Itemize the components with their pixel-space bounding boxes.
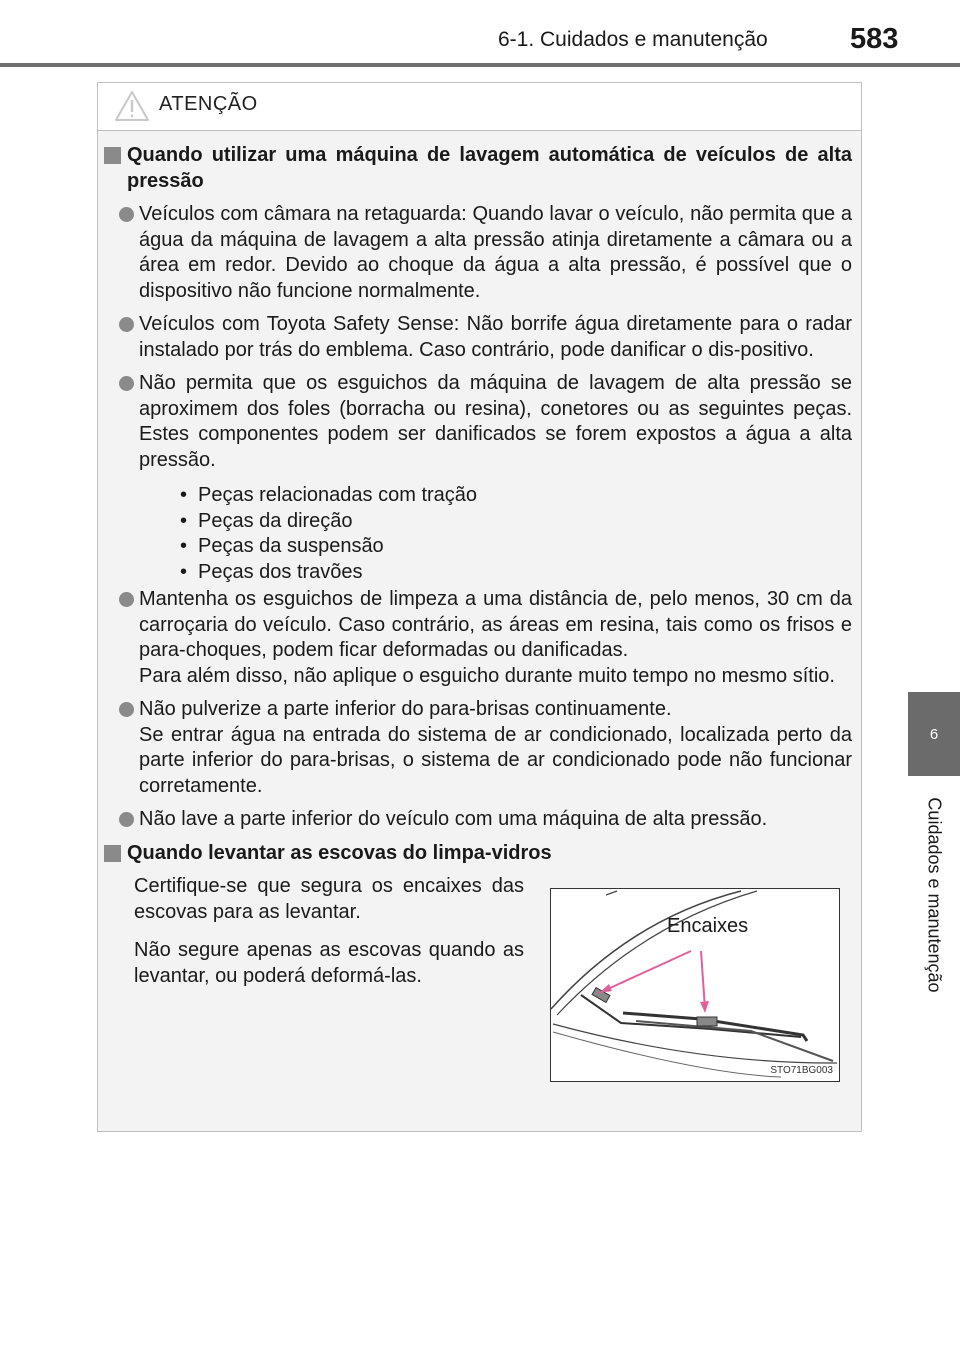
wiper-instructions bbox=[134, 874, 524, 1002]
section-heading-text: Quando levantar as escovas do limpa-vidros bbox=[127, 841, 552, 864]
parts-list bbox=[174, 483, 852, 585]
wiper-section bbox=[104, 874, 852, 1114]
square-bullet-icon bbox=[104, 845, 121, 862]
bullet-text: Veículos com câmara na retaguarda: Quando lavar o veículo, não permita que a água da máquina de lavagem a alta pressão atinja diretamente a câmara ou a área em redor. Devido ao choque da água a alta pressão, é possível que o dispositivo não funcione normalmente. bbox=[139, 203, 852, 302]
figure-label: Encaixes bbox=[667, 915, 749, 937]
bullet-item-windshield bbox=[119, 697, 852, 799]
chapter-title: Cuidados e manutenção bbox=[924, 797, 945, 993]
section-heading-high-pressure bbox=[104, 143, 852, 194]
circle-bullet-icon bbox=[119, 702, 134, 717]
list-item: • Peças da suspensão bbox=[174, 534, 852, 560]
warning-body bbox=[98, 143, 861, 1114]
list-item: • Peças da direção bbox=[174, 509, 852, 535]
paragraph: Não segure apenas as escovas quando as levantar, ou poderá deformá-las. bbox=[134, 939, 524, 987]
page-number: 583 bbox=[850, 23, 899, 55]
list-item: • Peças dos travões bbox=[174, 560, 852, 586]
warning-triangle-icon bbox=[114, 90, 150, 122]
section-heading-text: Quando utilizar uma máquina de lavagem automática de veículos de alta pressão bbox=[127, 144, 852, 192]
bullet-text: Não pulverize a parte inferior do para-brisas continuamente. bbox=[139, 698, 672, 720]
circle-bullet-icon bbox=[119, 207, 134, 222]
circle-bullet-icon bbox=[119, 812, 134, 827]
square-bullet-icon bbox=[104, 147, 121, 164]
figure-code: STO71BG003 bbox=[770, 1065, 833, 1076]
bullet-text: Não permita que os esguichos da máquina de lavagem de alta pressão se aproximem dos foles (borracha ou resina), conetores ou as seguintes peças. Estes componentes podem ser danificados se forem expostos a água a alta pressão. bbox=[139, 372, 852, 471]
bullet-item-distance bbox=[119, 587, 852, 689]
section-heading-wipers bbox=[104, 841, 852, 867]
bullet-item-radar bbox=[119, 312, 852, 363]
circle-bullet-icon bbox=[119, 317, 134, 332]
bullet-text: Para além disso, não aplique o esguicho durante muito tempo no mesmo sítio. bbox=[139, 664, 835, 687]
circle-bullet-icon bbox=[119, 376, 134, 391]
chapter-number: 6 bbox=[929, 725, 939, 743]
circle-bullet-icon bbox=[119, 592, 134, 607]
paragraph: Certifique-se que segura os encaixes das escovas para as levantar. bbox=[134, 875, 524, 923]
bullet-item-nozzles bbox=[119, 371, 852, 583]
bullet-text: Mantenha os esguichos de limpeza a uma distância de, pelo menos, 30 cm da carroçaria do veículo. Caso contrário, as áreas em resina, tais como os frisos e para-choques, podem ficar deformadas ou danificadas. bbox=[139, 588, 852, 661]
header-rule bbox=[0, 63, 960, 67]
bullet-text: Veículos com Toyota Safety Sense: Não borrife água diretamente para o radar instalado por trás do emblema. Caso contrário, pode danificar o dis-positivo. bbox=[139, 313, 852, 361]
bullet-item-underbody bbox=[119, 807, 852, 833]
warning-header bbox=[98, 83, 861, 131]
wiper-illustration bbox=[550, 888, 840, 1082]
bullet-item-camera bbox=[119, 202, 852, 304]
warning-box bbox=[97, 82, 862, 1132]
chapter-tab bbox=[908, 692, 960, 776]
bullet-text: Se entrar água na entrada do sistema de ar condicionado, localizada perto da parte inferior do para-brisas, o sistema de ar condicionado pode não funcionar corretamente. bbox=[139, 723, 852, 797]
section-title: 6-1. Cuidados e manutenção bbox=[498, 28, 768, 51]
list-item: • Peças relacionadas com tração bbox=[174, 483, 852, 509]
warning-title: ATENÇÃO bbox=[159, 93, 258, 115]
bullet-text: Não lave a parte inferior do veículo com uma máquina de alta pressão. bbox=[139, 808, 768, 830]
